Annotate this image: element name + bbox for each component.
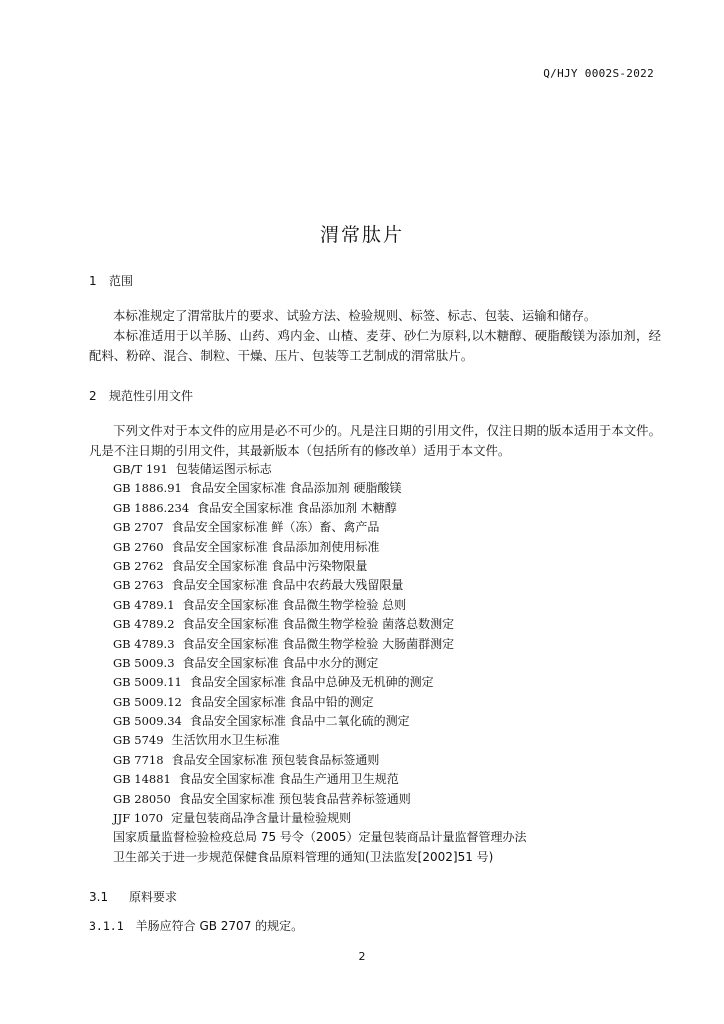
reference-title: 食品安全国家标准 食品微生物学检验 大肠菌群测定 — [182, 636, 455, 651]
reference-title: 食品安全国家标准 食品生产通用卫生规范 — [178, 772, 399, 787]
reference-item — [113, 848, 526, 867]
reference-item — [113, 479, 526, 498]
reference-code: GB 5009.12 — [113, 694, 182, 709]
reference-item — [113, 790, 526, 809]
reference-code: GB 1886.234 — [113, 500, 190, 515]
reference-item — [113, 557, 526, 576]
scope-paragraph-1: 本标准规定了渭常肽片的要求、试验方法、检验规则、标签、标志、包装、运输和储存。 — [113, 308, 597, 323]
reference-list — [113, 460, 526, 867]
reference-code: GB 2707 — [113, 520, 164, 535]
reference-code: GB 5009.3 — [113, 655, 175, 670]
reference-code: GB/T 191 — [113, 462, 168, 476]
section-number: 1 — [89, 274, 97, 288]
reference-item — [113, 809, 526, 828]
reference-item — [113, 576, 526, 595]
section-number: 3.1 — [89, 890, 109, 904]
page-title: 渭常肽片 — [319, 224, 404, 246]
reference-item — [113, 635, 526, 654]
reference-item — [113, 654, 526, 673]
reference-title: 食品安全国家标准 食品中污染物限量 — [171, 558, 368, 573]
reference-title: 定量包装商品净含量计量检验规则 — [171, 811, 352, 826]
reference-title: 食品安全国家标准 食品中铅的测定 — [189, 694, 374, 709]
reference-title: 食品安全国家标准 鲜（冻）畜、禽产品 — [171, 520, 380, 535]
reference-item — [113, 731, 526, 750]
reference-code: GB 1886.91 — [113, 481, 182, 496]
reference-item — [113, 693, 526, 712]
reference-title: 食品安全国家标准 食品微生物学检验 菌落总数测定 — [182, 617, 455, 632]
reference-code: GB 4789.2 — [113, 617, 175, 632]
section-1-heading — [89, 272, 133, 289]
reference-title: 食品安全国家标准 预包装食品营养标签通则 — [178, 791, 411, 806]
reference-code: GB 7718 — [113, 752, 164, 767]
reference-code: GB 2762 — [113, 558, 164, 573]
reference-item — [113, 828, 526, 847]
reference-code: GB 4789.3 — [113, 636, 175, 651]
reference-title: 食品安全国家标准 食品微生物学检验 总则 — [182, 597, 407, 612]
reference-item — [113, 770, 526, 789]
reference-title: 食品安全国家标准 食品中水分的测定 — [182, 655, 379, 670]
section-title: 原料要求 — [129, 890, 178, 904]
reference-code: GB 14881 — [113, 772, 171, 787]
page-number: 2 — [358, 950, 366, 963]
reference-item — [113, 538, 526, 557]
clause-number: 3.1.1 — [89, 919, 124, 933]
reference-item — [113, 499, 526, 518]
reference-title: 食品安全国家标准 食品中二氧化硫的测定 — [189, 714, 410, 729]
reference-code: GB 2763 — [113, 578, 164, 593]
document-code: Q/HJY 0002S-2022 — [543, 67, 654, 80]
reference-title: 国家质量监督检验检疫总局 75 号令（2005）定量包装商品计量监督管理办法 — [113, 830, 527, 845]
scope-paragraph-2: 本标准适用于以羊肠、山药、鸡内金、山楂、麦芽、砂仁为原料,以木糖醇、硬脂酸镁为添加剂，经配料、粉碎、混合、制粒、干燥、压片、包装等工艺制成的渭常肽片。 — [89, 328, 661, 363]
clause-text: 羊肠应符合 GB 2707 的规定。 — [135, 919, 304, 933]
reference-title: 食品安全国家标准 食品添加剂 木糖醇 — [197, 500, 397, 515]
reference-code: GB 5009.34 — [113, 714, 182, 729]
reference-title: 卫生部关于进一步规范保健食品原料管理的通知(卫法监发[2002]51 号) — [113, 849, 494, 864]
reference-title: 食品安全国家标准 食品添加剂 硬脂酸镁 — [189, 481, 402, 496]
reference-title: 食品安全国家标准 食品中总砷及无机砷的测定 — [189, 675, 434, 690]
reference-title: 包装储运图示标志 — [175, 462, 272, 476]
reference-item — [113, 596, 526, 615]
reference-title: 生活饮用水卫生标准 — [171, 733, 280, 748]
reference-code: GB 2760 — [113, 539, 164, 554]
reference-item — [113, 673, 526, 692]
section-title: 范围 — [109, 274, 134, 288]
reference-title: 食品安全国家标准 预包装食品标签通则 — [171, 752, 380, 767]
clause-3-1-1 — [89, 917, 303, 934]
reference-item — [113, 460, 526, 479]
normative-intro-paragraph: 下列文件对于本文件的应用是必不可少的。凡是注日期的引用文件，仅注日期的版本适用于本文件。凡是不注日期的引用文件，其最新版本（包括所有的修改单）适用于本文件。 — [89, 423, 661, 458]
reference-code: GB 5749 — [113, 733, 164, 748]
section-3-1-heading — [89, 888, 177, 905]
section-title: 规范性引用文件 — [109, 389, 194, 403]
reference-item — [113, 712, 526, 731]
reference-code: GB 4789.1 — [113, 597, 175, 612]
reference-code: JJF 1070 — [113, 811, 164, 826]
section-2-heading — [89, 387, 193, 404]
reference-title: 食品安全国家标准 食品添加剂使用标准 — [171, 539, 380, 554]
reference-code: GB 5009.11 — [113, 675, 182, 690]
section-number: 2 — [89, 389, 97, 403]
reference-item — [113, 518, 526, 537]
reference-item — [113, 615, 526, 634]
reference-title: 食品安全国家标准 食品中农药最大残留限量 — [171, 578, 404, 593]
reference-item — [113, 751, 526, 770]
reference-code: GB 28050 — [113, 791, 171, 806]
